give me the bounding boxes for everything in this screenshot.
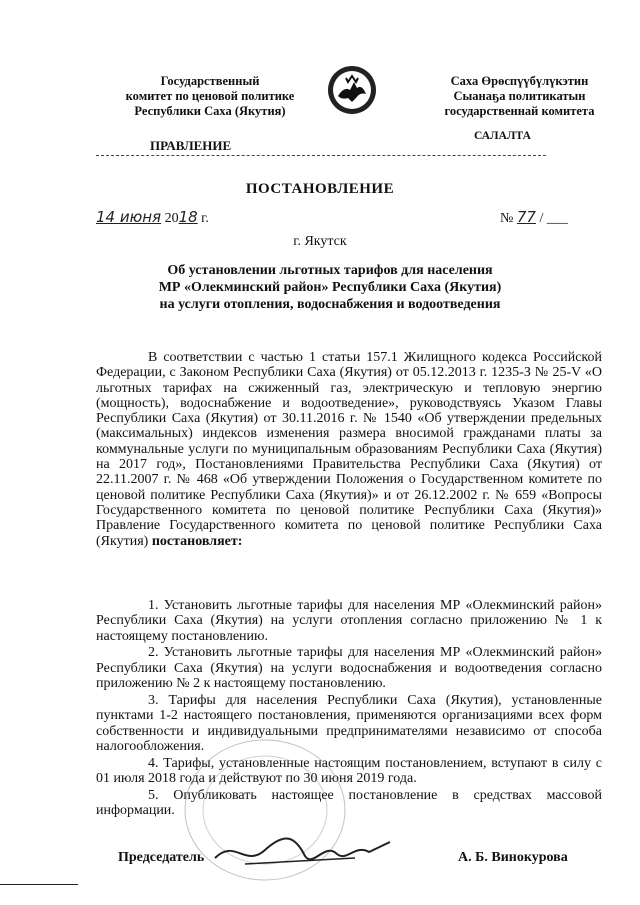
issuer-line: Сыанаҕа политикатын — [453, 89, 586, 103]
resolution-item: 2. Установить льготные тарифы для населения МР «Олекминский район» Республики Саха (Якутия) на услуги водоснабжения и водоотведения согласно приложению № 2 к настоящему постановлению. — [96, 645, 602, 692]
document-number — [500, 208, 568, 227]
city: г. Якутск — [293, 234, 347, 249]
board-label-yakut: САЛАЛТА — [474, 130, 531, 142]
subject-line: МР «Олекминский район» Республики Саха (Якутия) — [158, 280, 502, 295]
resolution-item: 3. Тарифы для населения Республики Саха (Якутия), установленные пунктами 1-2 настоящего постановления, применяются организациями всех форм собственности и индивидуальными предпринимателями независимо от способа налогообложения. — [96, 692, 602, 754]
handwritten-signature-icon — [205, 828, 405, 876]
signatory-name: А. Б. Винокурова — [458, 850, 568, 865]
issuer-line: государственнай комитета — [444, 104, 595, 118]
resolution-item: 4. Тарифы, установленные настоящим постановлением, вступают в силу с 01 июля 2018 года и действуют по 30 июня 2019 года. — [96, 755, 602, 787]
number-tail: / ___ — [539, 211, 568, 226]
board-label-russian: ПРАВЛЕНИЕ — [150, 138, 232, 153]
issuer-name-yakut — [412, 74, 627, 119]
issuer-line: комитет по ценовой политике — [125, 89, 295, 103]
footer-rule — [0, 884, 78, 885]
document-type: ПОСТАНОВЛЕНИЕ — [245, 181, 395, 197]
document-subject — [120, 262, 540, 313]
issuer-line: Республики Саха (Якутия) — [134, 104, 286, 118]
date-suffix: г. — [201, 211, 209, 226]
subject-line: на услуги отопления, водоснабжения и водоотведения — [159, 297, 501, 312]
resolution-item: 5. Опубликовать настоящее постановление в средствах массовой информации. — [96, 787, 602, 819]
date-day-month: 14 июня — [96, 208, 162, 226]
issuer-line: Саха Өрөспүүбүлүкэтин — [450, 74, 589, 88]
number-prefix: № — [500, 211, 514, 226]
date-year-prefix: 20 — [164, 211, 179, 226]
resolution-item: 1. Установить льготные тарифы для населения МР «Олекминский район» Республики Саха (Якутия) на услуги отопления согласно приложению № 1 к настоящему постановлению. — [96, 598, 602, 644]
number-value: 77 — [516, 208, 536, 226]
issuer-line: Государственный — [160, 74, 260, 88]
signatory-title: Председатель — [118, 850, 205, 865]
preamble-text: В соответствии с частью 1 статьи 157.1 Жилищного кодекса Российской Федерации, с Законом Республики Саха (Якутия) от 05.12.2013 г. 1235-З № 25-V «О льготных тарифах на сжиженный газ, электрическую и тепловую энергию (мощность), водоснабжение и водоотведение», руководствуясь Указом Главы Республики Саха (Якутия) от 30.11.2016 г. № 1540 «Об утверждении предельных (максимальных) индексов изменения размера вносимой гражданами платы за коммунальные услуги по муниципальным образованиям Республики Саха (Якутия) на 2017 год», Постановлениями Правительства Республики Саха (Якутия) от 22.11.2007 г. № 468 «Об утверждении Положения о Государственном комитете по ценовой политике Республики Саха (Якутия)» и от 26.12.2002 г. № 659 «Вопросы Государственного комитета по ценовой политике Республики Саха (Якутия)» Правление Государственного комитета по ценовой политике Республики Саха (Якутия) — [96, 350, 602, 549]
subject-line: Об установлении льготных тарифов для населения — [167, 263, 493, 278]
header-divider — [96, 155, 546, 156]
issuer-name-russian — [100, 74, 320, 119]
preamble-decision: постановляет: — [151, 533, 243, 549]
yakutia-emblem-icon — [326, 64, 378, 116]
date-year-suffix: 18 — [178, 208, 198, 226]
document-date — [96, 208, 209, 227]
preamble — [96, 350, 602, 549]
